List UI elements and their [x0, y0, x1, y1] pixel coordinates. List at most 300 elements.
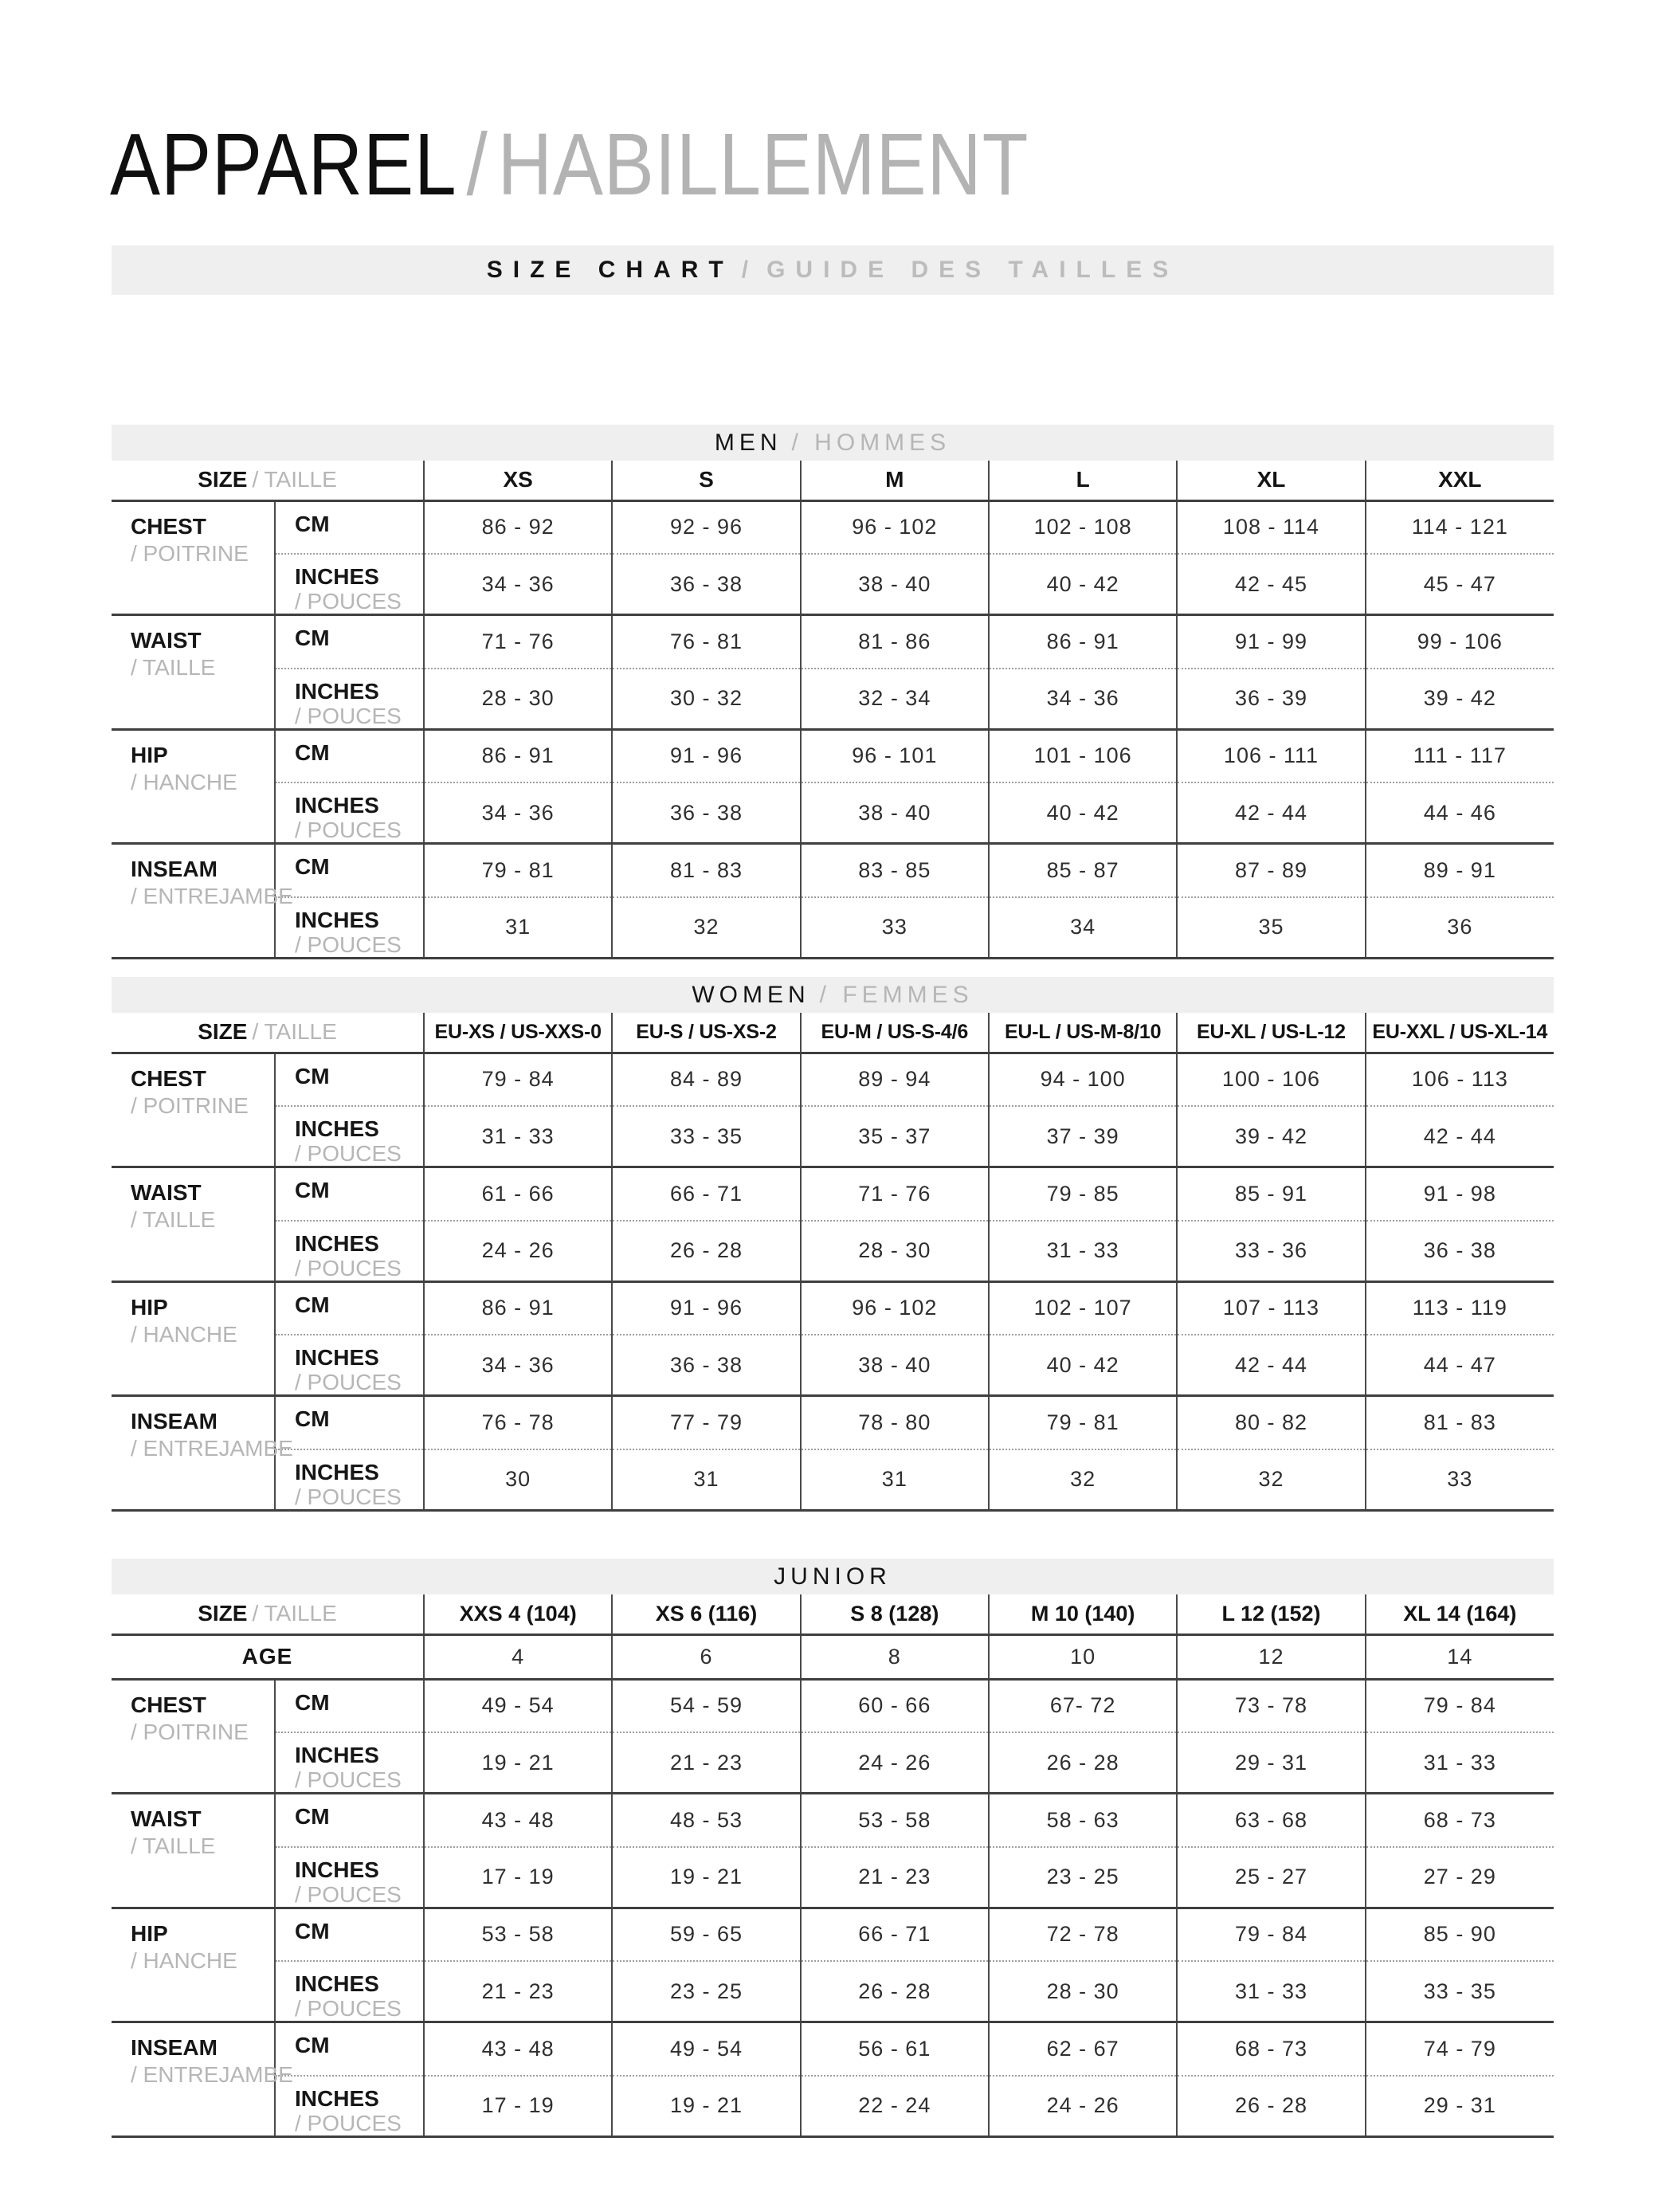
measurement-name-fr: / ENTREJAMBE	[131, 1436, 293, 1461]
unit-label-cm	[275, 1281, 424, 1335]
measurement-name-fr: / HANCHE	[131, 1947, 237, 1973]
cell-value: 31	[612, 1449, 800, 1511]
cell-value: 107 - 113	[1177, 1281, 1365, 1335]
unit-label-inches	[275, 2076, 424, 2137]
size-taille-header	[112, 461, 424, 500]
unit-label-inches	[275, 1847, 424, 1908]
column-header-5: EU-XXL / US-XL-14	[1366, 1013, 1554, 1053]
cell-value: 26 - 28	[1177, 2076, 1365, 2137]
cell-value: 79 - 85	[989, 1167, 1177, 1221]
cell-value: 34	[989, 897, 1177, 959]
age-label: AGE	[112, 1634, 424, 1679]
cell-value: 56 - 61	[801, 2022, 989, 2076]
cell-value: 54 - 59	[612, 1679, 800, 1732]
measurement-cm-row	[112, 1396, 1554, 1449]
cell-value: 40 - 42	[989, 554, 1177, 615]
unit-pouces-text: / POUCES	[295, 589, 402, 614]
measurement-name-fr: / ENTREJAMBE	[131, 884, 293, 908]
cell-value: 33 - 35	[612, 1106, 800, 1167]
cell-value: 53 - 58	[424, 1908, 612, 1961]
unit-inches-text: INCHES	[295, 1857, 379, 1882]
table-title-band	[112, 977, 1554, 1013]
banner-text-primary: SIZE CHART	[486, 257, 734, 283]
column-header-5: XL 14 (164)	[1366, 1594, 1554, 1634]
column-header-2: M	[801, 461, 989, 500]
cell-value: 38 - 40	[801, 554, 989, 615]
unit-label-cm	[275, 1679, 424, 1732]
cell-value: 45 - 47	[1366, 554, 1554, 615]
cell-value: 81 - 86	[801, 615, 989, 669]
cell-value: 42 - 45	[1177, 554, 1365, 615]
unit-cm-text: CM	[295, 511, 330, 536]
unit-cm-text: CM	[295, 1292, 330, 1317]
cell-value: 23 - 25	[612, 1961, 800, 2022]
unit-inches-text: INCHES	[295, 1116, 379, 1141]
measurement-name-en: INSEAM	[131, 857, 218, 881]
unit-inches-text: INCHES	[295, 907, 379, 932]
measurement-inches-row	[112, 2076, 1554, 2137]
cell-value: 29 - 31	[1177, 1732, 1365, 1794]
page-title-separator: /	[466, 116, 488, 214]
unit-pouces-text: / POUCES	[295, 1767, 402, 1792]
cell-value: 85 - 91	[1177, 1167, 1365, 1221]
cell-value: 35	[1177, 897, 1365, 959]
unit-inches-text: INCHES	[295, 793, 379, 818]
measurement-name-en: WAIST	[131, 628, 202, 653]
cell-value: 67- 72	[989, 1679, 1177, 1732]
cell-value: 114 - 121	[1366, 500, 1554, 554]
column-header-2: EU-M / US-S-4/6	[801, 1013, 989, 1053]
table-men	[112, 425, 1554, 959]
cell-value: 85 - 87	[989, 844, 1177, 897]
page-title	[110, 116, 1029, 214]
measurement-name-fr: / TAILLE	[131, 1834, 216, 1858]
unit-cm-text: CM	[295, 1689, 330, 1715]
cell-value: 37 - 39	[989, 1106, 1177, 1167]
cell-value: 77 - 79	[612, 1396, 800, 1449]
cell-value: 40 - 42	[989, 1335, 1177, 1396]
measurement-name	[112, 1794, 275, 1908]
measurement-name-fr: / HANCHE	[131, 769, 237, 794]
age-row	[112, 1634, 1554, 1679]
cell-value: 101 - 106	[989, 729, 1177, 782]
cell-value: 79 - 81	[424, 844, 612, 897]
cell-value: 34 - 36	[989, 669, 1177, 730]
age-value-0: 4	[424, 1634, 612, 1679]
measurement-name-fr: / ENTREJAMBE	[131, 2062, 293, 2087]
cell-value: 23 - 25	[989, 1847, 1177, 1908]
cell-value: 96 - 101	[801, 729, 989, 782]
cell-value: 102 - 108	[989, 500, 1177, 554]
cell-value: 36 - 38	[1366, 1221, 1554, 1282]
measurement-cm-row	[112, 1167, 1554, 1221]
cell-value: 73 - 78	[1177, 1679, 1365, 1732]
unit-label-cm	[275, 615, 424, 669]
cell-value: 31 - 33	[424, 1106, 612, 1167]
unit-pouces-text: / POUCES	[295, 1996, 402, 2021]
column-header-0: XXS 4 (104)	[424, 1594, 612, 1634]
unit-label-inches	[275, 1732, 424, 1794]
cell-value: 24 - 26	[424, 1221, 612, 1282]
cell-value: 36 - 38	[612, 782, 800, 844]
measurement-name-en: WAIST	[131, 1806, 202, 1831]
column-header-3: M 10 (140)	[989, 1594, 1177, 1634]
table-title	[112, 425, 1554, 461]
unit-label-inches	[275, 1449, 424, 1511]
cell-value: 63 - 68	[1177, 1794, 1365, 1847]
measurement-name-en: HIP	[131, 1294, 168, 1320]
unit-label-cm	[275, 729, 424, 782]
cell-value: 26 - 28	[612, 1221, 800, 1282]
cell-value: 38 - 40	[801, 1335, 989, 1396]
measurement-name-fr: / POITRINE	[131, 1719, 249, 1744]
cell-value: 24 - 26	[801, 1732, 989, 1794]
cell-value: 43 - 48	[424, 1794, 612, 1847]
column-header-0: XS	[424, 461, 612, 500]
measurement-name	[112, 1053, 275, 1167]
cell-value: 89 - 94	[801, 1053, 989, 1106]
cell-value: 99 - 106	[1366, 615, 1554, 669]
measurement-cm-row	[112, 615, 1554, 669]
cell-value: 38 - 40	[801, 782, 989, 844]
cell-value: 44 - 47	[1366, 1335, 1554, 1396]
cell-value: 28 - 30	[989, 1961, 1177, 2022]
table-women	[112, 977, 1554, 1512]
cell-value: 19 - 21	[612, 1847, 800, 1908]
cell-value: 34 - 36	[424, 1335, 612, 1396]
unit-inches-text: INCHES	[295, 1743, 379, 1767]
cell-value: 66 - 71	[612, 1167, 800, 1221]
size-label-primary: SIZE	[198, 1019, 248, 1045]
cell-value: 113 - 119	[1366, 1281, 1554, 1335]
unit-label-cm	[275, 844, 424, 897]
unit-cm-text: CM	[295, 626, 330, 650]
cell-value: 81 - 83	[1366, 1396, 1554, 1449]
size-taille-header	[112, 1594, 424, 1634]
age-value-3: 10	[989, 1634, 1177, 1679]
measurement-cm-row	[112, 844, 1554, 897]
cell-value: 86 - 91	[989, 615, 1177, 669]
cell-value: 19 - 21	[424, 1732, 612, 1794]
cell-value: 74 - 79	[1366, 2022, 1554, 2076]
size-label-primary: SIZE	[198, 467, 248, 492]
cell-value: 96 - 102	[801, 500, 989, 554]
cell-value: 87 - 89	[1177, 844, 1365, 897]
cell-value: 33 - 35	[1366, 1961, 1554, 2022]
cell-value: 86 - 91	[424, 1281, 612, 1335]
cell-value: 39 - 42	[1366, 669, 1554, 730]
cell-value: 61 - 66	[424, 1167, 612, 1221]
measurement-name-fr: / POITRINE	[131, 540, 249, 566]
measurement-name-fr: / TAILLE	[131, 1207, 216, 1232]
page-title-primary: APPAREL	[110, 116, 457, 214]
measurement-inches-row	[112, 1961, 1554, 2022]
cell-value: 36 - 39	[1177, 669, 1365, 730]
column-header-0: EU-XS / US-XXS-0	[424, 1013, 612, 1053]
cell-value: 49 - 54	[612, 2022, 800, 2076]
cell-value: 79 - 84	[1177, 1908, 1365, 1961]
cell-value: 86 - 91	[424, 729, 612, 782]
cell-value: 29 - 31	[1366, 2076, 1554, 2137]
unit-label-cm	[275, 1167, 424, 1221]
measurement-name	[112, 1908, 275, 2022]
unit-pouces-text: / POUCES	[295, 1881, 402, 1907]
measurement-inches-row	[112, 1221, 1554, 1282]
unit-cm-text: CM	[295, 1918, 330, 1943]
unit-inches-text: INCHES	[295, 678, 379, 704]
cell-value: 28 - 30	[801, 1221, 989, 1282]
measurement-cm-row	[112, 1053, 1554, 1106]
unit-label-inches	[275, 669, 424, 730]
cell-value: 79 - 81	[989, 1396, 1177, 1449]
unit-inches-text: INCHES	[295, 2085, 379, 2111]
cell-value: 71 - 76	[424, 615, 612, 669]
cell-value: 102 - 107	[989, 1281, 1177, 1335]
measurement-inches-row	[112, 897, 1554, 959]
table-title	[112, 977, 1554, 1013]
unit-pouces-text: / POUCES	[295, 1255, 402, 1281]
unit-cm-text: CM	[295, 1063, 330, 1088]
cell-value: 94 - 100	[989, 1053, 1177, 1106]
cell-value: 40 - 42	[989, 782, 1177, 844]
column-header-3: EU-L / US-M-8/10	[989, 1013, 1177, 1053]
unit-label-inches	[275, 1221, 424, 1282]
cell-value: 86 - 92	[424, 500, 612, 554]
cell-value: 68 - 73	[1177, 2022, 1365, 2076]
measurement-name	[112, 1281, 275, 1396]
table-title	[112, 1559, 1554, 1594]
cell-value: 48 - 53	[612, 1794, 800, 1847]
table-junior	[112, 1559, 1554, 2138]
cell-value: 28 - 30	[424, 669, 612, 730]
size-taille-header	[112, 1013, 424, 1053]
measurement-name-en: CHEST	[131, 1692, 206, 1717]
measurement-inches-row	[112, 1449, 1554, 1511]
measurement-cm-row	[112, 500, 1554, 554]
cell-value: 39 - 42	[1177, 1106, 1365, 1167]
measurement-cm-row	[112, 1794, 1554, 1847]
cell-value: 53 - 58	[801, 1794, 989, 1847]
unit-label-inches	[275, 1335, 424, 1396]
cell-value: 31	[801, 1449, 989, 1511]
measurement-name-en: WAIST	[131, 1180, 202, 1205]
cell-value: 44 - 46	[1366, 782, 1554, 844]
cell-value: 34 - 36	[424, 782, 612, 844]
column-header-row	[112, 461, 1554, 500]
cell-value: 85 - 90	[1366, 1908, 1554, 1961]
unit-label-inches	[275, 1106, 424, 1167]
measurement-name-fr: / POITRINE	[131, 1092, 249, 1118]
measurement-inches-row	[112, 1847, 1554, 1908]
banner-separator: /	[741, 257, 759, 283]
cell-value: 71 - 76	[801, 1167, 989, 1221]
size-label-secondary: / TAILLE	[252, 1019, 337, 1045]
cell-value: 80 - 82	[1177, 1396, 1365, 1449]
measurement-name	[112, 500, 275, 615]
cell-value: 32	[1177, 1449, 1365, 1511]
unit-pouces-text: / POUCES	[295, 1370, 402, 1394]
measurement-name-en: CHEST	[131, 513, 206, 539]
cell-value: 81 - 83	[612, 844, 800, 897]
cell-value: 58 - 63	[989, 1794, 1177, 1847]
column-header-5: XXL	[1366, 461, 1554, 500]
measurement-name-fr: / TAILLE	[131, 655, 216, 680]
table-title-primary: JUNIOR	[774, 1563, 892, 1590]
cell-value: 49 - 54	[424, 1679, 612, 1732]
cell-value: 33	[1366, 1449, 1554, 1511]
cell-value: 22 - 24	[801, 2076, 989, 2137]
column-header-1: XS 6 (116)	[612, 1594, 800, 1634]
column-header-3: L	[989, 461, 1177, 500]
measurement-name	[112, 1396, 293, 1511]
cell-value: 91 - 96	[612, 729, 800, 782]
measurement-cm-row	[112, 1679, 1554, 1732]
cell-value: 26 - 28	[989, 1732, 1177, 1794]
cell-value: 84 - 89	[612, 1053, 800, 1106]
cell-value: 96 - 102	[801, 1281, 989, 1335]
measurement-name	[112, 615, 275, 730]
cell-value: 91 - 98	[1366, 1167, 1554, 1221]
cell-value: 92 - 96	[612, 500, 800, 554]
measurement-cm-row	[112, 1908, 1554, 1961]
measurement-name-en: CHEST	[131, 1065, 206, 1091]
cell-value: 32	[989, 1449, 1177, 1511]
cell-value: 35 - 37	[801, 1106, 989, 1167]
column-header-1: S	[612, 461, 800, 500]
cell-value: 36 - 38	[612, 554, 800, 615]
cell-value: 42 - 44	[1177, 782, 1365, 844]
cell-value: 21 - 23	[424, 1961, 612, 2022]
age-value-1: 6	[612, 1634, 800, 1679]
measurement-inches-row	[112, 1106, 1554, 1167]
measurement-name	[112, 729, 275, 844]
cell-value: 33	[801, 897, 989, 959]
measurement-inches-row	[112, 554, 1554, 615]
unit-label-cm	[275, 1908, 424, 1961]
column-header-row	[112, 1013, 1554, 1053]
cell-value: 32 - 34	[801, 669, 989, 730]
column-header-4: EU-XL / US-L-12	[1177, 1013, 1365, 1053]
unit-cm-text: CM	[295, 854, 330, 879]
cell-value: 31 - 33	[1177, 1961, 1365, 2022]
measurement-name-fr: / HANCHE	[131, 1321, 237, 1347]
cell-value: 31	[424, 897, 612, 959]
unit-cm-text: CM	[295, 1178, 330, 1202]
cell-value: 34 - 36	[424, 554, 612, 615]
cell-value: 79 - 84	[1366, 1679, 1554, 1732]
measurement-inches-row	[112, 669, 1554, 730]
table-title-band	[112, 1559, 1554, 1594]
cell-value: 43 - 48	[424, 2022, 612, 2076]
size-label-secondary: / TAILLE	[252, 467, 337, 492]
cell-value: 36	[1366, 897, 1554, 959]
size-label-primary: SIZE	[198, 1601, 248, 1626]
cell-value: 68 - 73	[1366, 1794, 1554, 1847]
cell-value: 27 - 29	[1366, 1847, 1554, 1908]
cell-value: 36 - 38	[612, 1335, 800, 1396]
unit-cm-text: CM	[295, 2033, 330, 2057]
cell-value: 32	[612, 897, 800, 959]
cell-value: 59 - 65	[612, 1908, 800, 1961]
column-header-2: S 8 (128)	[801, 1594, 989, 1634]
measurement-cm-row	[112, 729, 1554, 782]
cell-value: 42 - 44	[1366, 1106, 1554, 1167]
cell-value: 21 - 23	[801, 1847, 989, 1908]
cell-value: 89 - 91	[1366, 844, 1554, 897]
unit-label-cm	[275, 500, 424, 554]
cell-value: 31 - 33	[989, 1221, 1177, 1282]
table-title-secondary: / FEMMES	[819, 981, 974, 1008]
unit-label-inches	[275, 897, 424, 959]
unit-pouces-text: / POUCES	[295, 931, 402, 957]
unit-label-inches	[275, 1961, 424, 2022]
size-label-secondary: / TAILLE	[252, 1601, 337, 1626]
cell-value: 30	[424, 1449, 612, 1511]
cell-value: 30 - 32	[612, 669, 800, 730]
cell-value: 111 - 117	[1366, 729, 1554, 782]
unit-label-cm	[275, 1396, 424, 1449]
cell-value: 79 - 84	[424, 1053, 612, 1106]
unit-cm-text: CM	[295, 1804, 330, 1829]
table-title-secondary: / HOMMES	[791, 429, 951, 456]
column-header-row	[112, 1594, 1554, 1634]
measurement-inches-row	[112, 1732, 1554, 1794]
cell-value: 26 - 28	[801, 1961, 989, 2022]
banner-text-secondary: GUIDE DES TAILLES	[766, 257, 1179, 283]
unit-label-cm	[275, 2022, 424, 2076]
cell-value: 106 - 111	[1177, 729, 1365, 782]
unit-pouces-text: / POUCES	[295, 818, 402, 842]
age-value-4: 12	[1177, 1634, 1365, 1679]
unit-label-cm	[275, 1794, 424, 1847]
unit-inches-text: INCHES	[295, 1230, 379, 1256]
unit-inches-text: INCHES	[295, 1971, 379, 1996]
unit-label-inches	[275, 782, 424, 844]
measurement-cm-row	[112, 1281, 1554, 1335]
measurement-name-en: INSEAM	[131, 1409, 218, 1433]
cell-value: 76 - 78	[424, 1396, 612, 1449]
cell-value: 42 - 44	[1177, 1335, 1365, 1396]
cell-value: 21 - 23	[612, 1732, 800, 1794]
measurement-name	[112, 844, 293, 959]
cell-value: 60 - 66	[801, 1679, 989, 1732]
cell-value: 72 - 78	[989, 1908, 1177, 1961]
cell-value: 91 - 99	[1177, 615, 1365, 669]
unit-pouces-text: / POUCES	[295, 1484, 402, 1509]
cell-value: 24 - 26	[989, 2076, 1177, 2137]
cell-value: 62 - 67	[989, 2022, 1177, 2076]
unit-pouces-text: / POUCES	[295, 2110, 402, 2136]
cell-value: 100 - 106	[1177, 1053, 1365, 1106]
unit-label-cm	[275, 1053, 424, 1106]
measurement-name	[112, 2022, 293, 2137]
table-title-primary: WOMEN	[692, 981, 810, 1008]
unit-cm-text: CM	[295, 1406, 330, 1431]
column-header-1: EU-S / US-XS-2	[612, 1013, 800, 1053]
measurement-name-en: INSEAM	[131, 2035, 218, 2060]
unit-cm-text: CM	[295, 739, 330, 765]
cell-value: 106 - 113	[1366, 1053, 1554, 1106]
unit-pouces-text: / POUCES	[295, 703, 402, 728]
cell-value: 78 - 80	[801, 1396, 989, 1449]
measurement-name-en: HIP	[131, 742, 168, 767]
cell-value: 66 - 71	[801, 1908, 989, 1961]
cell-value: 76 - 81	[612, 615, 800, 669]
unit-pouces-text: / POUCES	[295, 1141, 402, 1166]
unit-inches-text: INCHES	[295, 564, 379, 589]
cell-value: 31 - 33	[1366, 1732, 1554, 1794]
page-title-secondary: HABILLEMENT	[497, 116, 1029, 214]
